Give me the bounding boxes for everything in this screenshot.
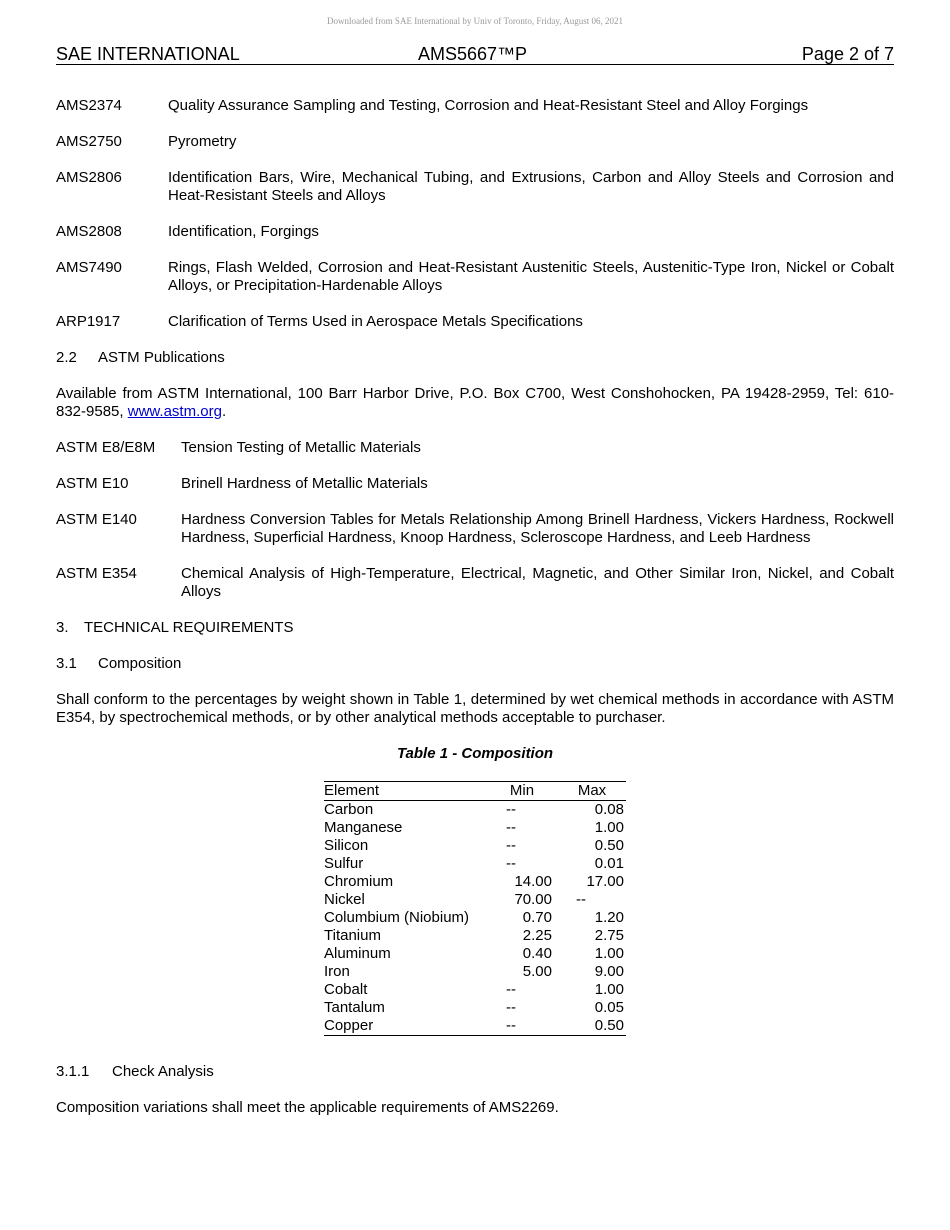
element-cell: Iron bbox=[324, 963, 350, 980]
reference-item bbox=[56, 97, 894, 115]
table-row bbox=[324, 819, 626, 837]
element-cell: Aluminum bbox=[324, 945, 391, 962]
reference-item bbox=[56, 439, 894, 457]
max-cell: 0.08 bbox=[594, 801, 624, 818]
reference-item bbox=[56, 133, 894, 151]
column-header-min: Min bbox=[509, 782, 535, 799]
reference-code: AMS7490 bbox=[56, 259, 122, 276]
section-number: 3. bbox=[56, 619, 69, 636]
section-heading-3 bbox=[56, 619, 894, 637]
min-cell: 0.70 bbox=[522, 909, 552, 926]
composition-table bbox=[324, 781, 626, 1036]
reference-code: ASTM E10 bbox=[56, 475, 129, 492]
table-row bbox=[324, 945, 626, 963]
reference-code: ARP1917 bbox=[56, 313, 121, 330]
table-row bbox=[324, 909, 626, 927]
availability-text: Available from ASTM International, 100 Barr Harbor Drive, P.O. Box C700, West Conshohocken, PA 19428-2959, Tel: 610-832-9585, bbox=[56, 385, 894, 420]
max-cell: 1.20 bbox=[594, 909, 624, 926]
astm-availability-paragraph bbox=[56, 385, 894, 421]
min-cell: -- bbox=[506, 981, 516, 998]
reference-description: Hardness Conversion Tables for Metals Relationship Among Brinell Hardness, Vickers Hardness, Rockwell Hardness, Superficial Hardness, Knoop Hardness, Scleroscope Hardness, and Leeb Hardness bbox=[181, 511, 894, 546]
element-cell: Tantalum bbox=[324, 999, 385, 1016]
max-cell: 0.50 bbox=[594, 837, 624, 854]
table-header-row bbox=[324, 782, 626, 801]
reference-description: Clarification of Terms Used in Aerospace Metals Specifications bbox=[168, 313, 583, 330]
reference-item bbox=[56, 565, 894, 601]
max-cell: 1.00 bbox=[594, 981, 624, 998]
header-organization: SAE INTERNATIONAL bbox=[56, 44, 240, 64]
astm-website-link[interactable]: www.astm.org bbox=[127, 403, 222, 420]
reference-code: AMS2806 bbox=[56, 169, 122, 186]
column-header-element: Element bbox=[324, 782, 380, 799]
table-row bbox=[324, 873, 626, 891]
max-cell: 1.00 bbox=[594, 819, 624, 836]
max-cell: 0.01 bbox=[594, 855, 624, 872]
check-analysis-paragraph: Composition variations shall meet the applicable requirements of AMS2269. bbox=[56, 1099, 559, 1116]
reference-code: ASTM E354 bbox=[56, 565, 137, 582]
section-number: 3.1.1 bbox=[56, 1063, 90, 1080]
min-cell: 0.40 bbox=[522, 945, 552, 962]
min-cell: 2.25 bbox=[522, 927, 552, 944]
header-page-number: Page 2 of 7 bbox=[801, 44, 894, 64]
element-cell: Titanium bbox=[324, 927, 381, 944]
reference-description: Identification Bars, Wire, Mechanical Tubing, and Extrusions, Carbon and Alloy Steels and Corrosion and Heat-Resistant Steels and Alloys bbox=[168, 169, 894, 204]
reference-code: AMS2374 bbox=[56, 97, 122, 114]
table-row bbox=[324, 981, 626, 999]
composition-paragraph: Shall conform to the percentages by weight shown in Table 1, determined by wet chemical methods in accordance with ASTM E354, by spectrochemical methods, or by other analytical methods acceptable to purchaser. bbox=[56, 691, 894, 726]
max-cell: 0.50 bbox=[594, 1017, 624, 1034]
section-title: TECHNICAL REQUIREMENTS bbox=[84, 619, 294, 636]
table-title: Table 1 - Composition bbox=[396, 745, 554, 762]
min-cell: -- bbox=[506, 855, 516, 872]
table-row bbox=[324, 891, 626, 909]
reference-description: Identification, Forgings bbox=[168, 223, 319, 240]
min-cell: -- bbox=[506, 801, 516, 818]
reference-item bbox=[56, 475, 894, 493]
element-cell: Columbium (Niobium) bbox=[324, 909, 470, 926]
reference-item bbox=[56, 223, 894, 241]
reference-item bbox=[56, 169, 894, 205]
max-cell: 17.00 bbox=[586, 873, 624, 890]
element-cell: Cobalt bbox=[324, 981, 368, 998]
element-cell: Chromium bbox=[324, 873, 394, 890]
max-cell: 1.00 bbox=[594, 945, 624, 962]
reference-code: AMS2750 bbox=[56, 133, 122, 150]
max-cell: 2.75 bbox=[594, 927, 624, 944]
reference-item bbox=[56, 313, 894, 331]
reference-description: Chemical Analysis of High-Temperature, Electrical, Magnetic, and Other Similar Iron, Nickel, and Cobalt Alloys bbox=[181, 565, 894, 600]
section-number: 2.2 bbox=[56, 349, 77, 366]
section-heading-3-1 bbox=[56, 655, 894, 673]
table-row bbox=[324, 999, 626, 1017]
max-cell: 9.00 bbox=[594, 963, 624, 980]
element-cell: Manganese bbox=[324, 819, 403, 836]
element-cell: Nickel bbox=[324, 891, 365, 908]
section-number: 3.1 bbox=[56, 655, 77, 672]
header-document-id: AMS5667™P bbox=[418, 44, 528, 64]
max-cell: -- bbox=[576, 891, 586, 908]
min-cell: -- bbox=[506, 819, 516, 836]
availability-end: . bbox=[221, 403, 227, 420]
reference-description: Quality Assurance Sampling and Testing, Corrosion and Heat-Resistant Steel and Alloy Forgings bbox=[168, 97, 809, 114]
section-title: ASTM Publications bbox=[98, 349, 225, 366]
section-title: Check Analysis bbox=[112, 1063, 214, 1080]
reference-item bbox=[56, 511, 894, 547]
element-cell: Sulfur bbox=[324, 855, 364, 872]
table-row bbox=[324, 855, 626, 873]
table-row bbox=[324, 801, 626, 820]
element-cell: Copper bbox=[324, 1017, 374, 1034]
min-cell: 70.00 bbox=[514, 891, 552, 908]
reference-description: Tension Testing of Metallic Materials bbox=[181, 439, 421, 456]
download-watermark: Downloaded from SAE International by Univ of Toronto, Friday, August 06, 2021 bbox=[326, 16, 624, 26]
element-cell: Silicon bbox=[324, 837, 369, 854]
min-cell: 5.00 bbox=[522, 963, 552, 980]
reference-description: Pyrometry bbox=[168, 133, 237, 150]
min-cell: -- bbox=[506, 1017, 516, 1034]
table-row bbox=[324, 837, 626, 855]
element-cell: Carbon bbox=[324, 801, 374, 818]
table-row bbox=[324, 963, 626, 981]
min-cell: -- bbox=[506, 999, 516, 1016]
reference-code: ASTM E140 bbox=[56, 511, 137, 528]
min-cell: 14.00 bbox=[514, 873, 552, 890]
section-heading-3-1-1 bbox=[56, 1063, 894, 1081]
max-cell: 0.05 bbox=[594, 999, 624, 1016]
table-row bbox=[324, 927, 626, 945]
page-header bbox=[56, 44, 894, 65]
section-title: Composition bbox=[98, 655, 182, 672]
table-row bbox=[324, 1017, 626, 1036]
reference-code: AMS2808 bbox=[56, 223, 122, 240]
section-heading-2-2 bbox=[56, 349, 894, 367]
min-cell: -- bbox=[506, 837, 516, 854]
reference-description: Brinell Hardness of Metallic Materials bbox=[181, 475, 428, 492]
column-header-max: Max bbox=[577, 782, 607, 799]
reference-description: Rings, Flash Welded, Corrosion and Heat-Resistant Austenitic Steels, Austenitic-Type Iron, Nickel or Cobalt Alloys, or Precipitation-Hardenable Alloys bbox=[168, 259, 894, 294]
document-body bbox=[56, 97, 894, 1135]
reference-item bbox=[56, 259, 894, 295]
reference-code: ASTM E8/E8M bbox=[56, 439, 156, 456]
